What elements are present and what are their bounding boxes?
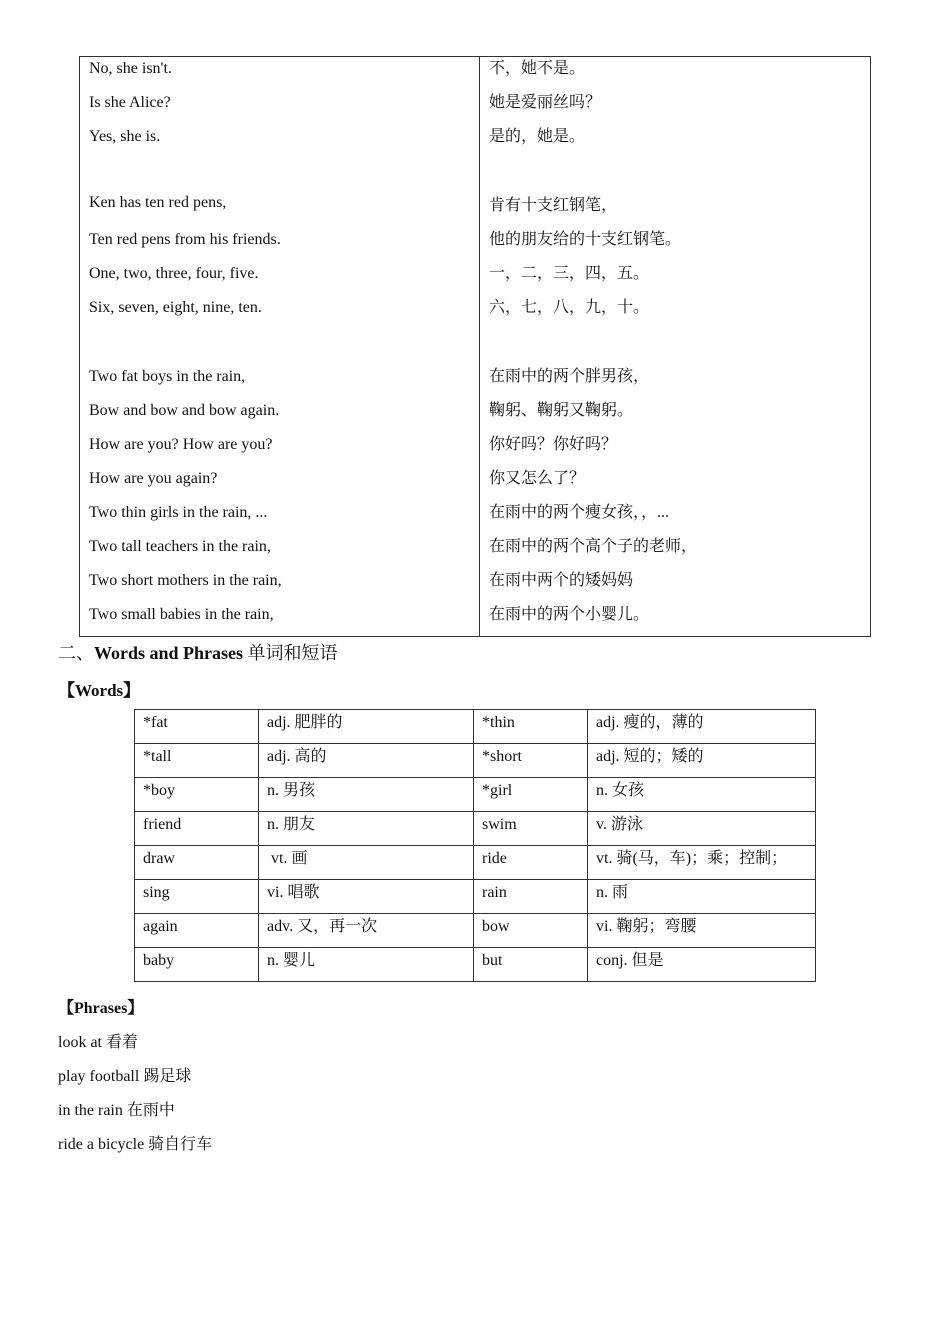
word-cell: draw [135,846,259,880]
word-cell: swim [474,812,588,846]
phrase-item: ride a bicycle 骑自行车 [58,1136,213,1153]
table-row [135,744,816,778]
word-cell: sing [135,880,259,914]
poem-line-zh: 肯有十支红钢笔， [489,197,618,214]
poem-line-zh: 在雨中的两个小婴儿。 [489,606,650,623]
meaning-cell: vt. 骑(马，车)；乘；控制； [588,846,816,880]
poem-line-en: Two short mothers in the rain, [89,572,282,589]
words-heading: 【Words】 [58,681,141,700]
word-cell: *thin [474,710,588,744]
section-title-zh: 单词和短语 [243,643,338,663]
poem-line-zh: 六，七，八，九，十。 [489,299,650,316]
poem-line-zh: 你又怎么了？ [489,470,586,487]
meaning-cell: n. 女孩 [588,778,816,812]
meaning-cell: vi. 鞠躬；弯腰 [588,914,816,948]
meaning-cell: n. 男孩 [259,778,474,812]
poem-line-en: Bow and bow and bow again. [89,402,280,419]
table-row [135,812,816,846]
phrase-item: in the rain 在雨中 [58,1102,175,1119]
poem-line-en: Ken has ten red pens, [89,194,227,211]
word-cell: but [474,948,588,982]
poem-line-en: Six, seven, eight, nine, ten. [89,299,262,316]
meaning-cell: adj. 短的；矮的 [588,744,816,778]
meaning-cell: vt. 画 [259,846,474,880]
table-row [135,880,816,914]
phrase-item: look at 看着 [58,1034,138,1051]
poem-line-zh: 他的朋友给的十支红钢笔。 [489,231,682,248]
poem-line-zh: 在雨中的两个瘦女孩，，... [489,504,670,521]
poem-line-zh: 你好吗？你好吗？ [489,436,618,453]
table-row [135,710,816,744]
poem-line-zh: 是的，她是。 [489,128,586,145]
poem-line-en: Yes, she is. [89,128,161,145]
words-table [134,709,816,982]
phrases-heading: 【Phrases】 [58,1000,144,1017]
table-row [135,914,816,948]
poem-line-zh: 不，她不是。 [489,60,586,77]
poem-line-zh: 在雨中两个的矮妈妈 [489,572,634,589]
word-cell: *tall [135,744,259,778]
poem-line-zh: 一，二，三，四，五。 [489,265,650,282]
poem-line-zh: 在雨中的两个胖男孩， [489,368,650,385]
poem-line-zh: 在雨中的两个高个子的老师， [489,538,698,555]
poem-line-en: Two tall teachers in the rain, [89,538,271,555]
meaning-cell: adj. 高的 [259,744,474,778]
table-row [135,778,816,812]
table-row [135,846,816,880]
word-cell: *girl [474,778,588,812]
section-title-en: Words and Phrases [94,643,244,663]
word-cell: bow [474,914,588,948]
section-heading [58,639,338,665]
word-cell: friend [135,812,259,846]
meaning-cell: n. 婴儿 [259,948,474,982]
table-row [135,948,816,982]
poem-line-en: Is she Alice? [89,94,171,111]
column-divider [479,57,480,636]
meaning-cell: conj. 但是 [588,948,816,982]
poem-line-en: No, she isn't. [89,60,172,77]
word-cell: baby [135,948,259,982]
poem-line-en: How are you again? [89,470,218,487]
meaning-cell: n. 雨 [588,880,816,914]
poem-table [79,56,871,637]
meaning-cell: adv. 又，再一次 [259,914,474,948]
poem-line-en: Two fat boys in the rain, [89,368,246,385]
meaning-cell: n. 朋友 [259,812,474,846]
word-cell: rain [474,880,588,914]
meaning-cell: vi. 唱歌 [259,880,474,914]
word-cell: again [135,914,259,948]
poem-line-en: One, two, three, four, five. [89,265,259,282]
meaning-cell: adj. 瘦的，薄的 [588,710,816,744]
poem-line-en: How are you? How are you? [89,436,273,453]
word-cell: ride [474,846,588,880]
word-cell: *fat [135,710,259,744]
poem-line-en: Two small babies in the rain, [89,606,274,623]
word-cell: *boy [135,778,259,812]
poem-line-en: Two thin girls in the rain, ... [89,504,268,521]
meaning-cell: v. 游泳 [588,812,816,846]
meaning-cell: adj. 肥胖的 [259,710,474,744]
section-number: 二、 [58,643,94,663]
word-cell: *short [474,744,588,778]
poem-line-zh: 她是爱丽丝吗？ [489,94,602,111]
phrase-item: play football 踢足球 [58,1068,192,1085]
poem-line-zh: 鞠躬、鞠躬又鞠躬。 [489,402,634,419]
poem-line-en: Ten red pens from his friends. [89,231,281,248]
